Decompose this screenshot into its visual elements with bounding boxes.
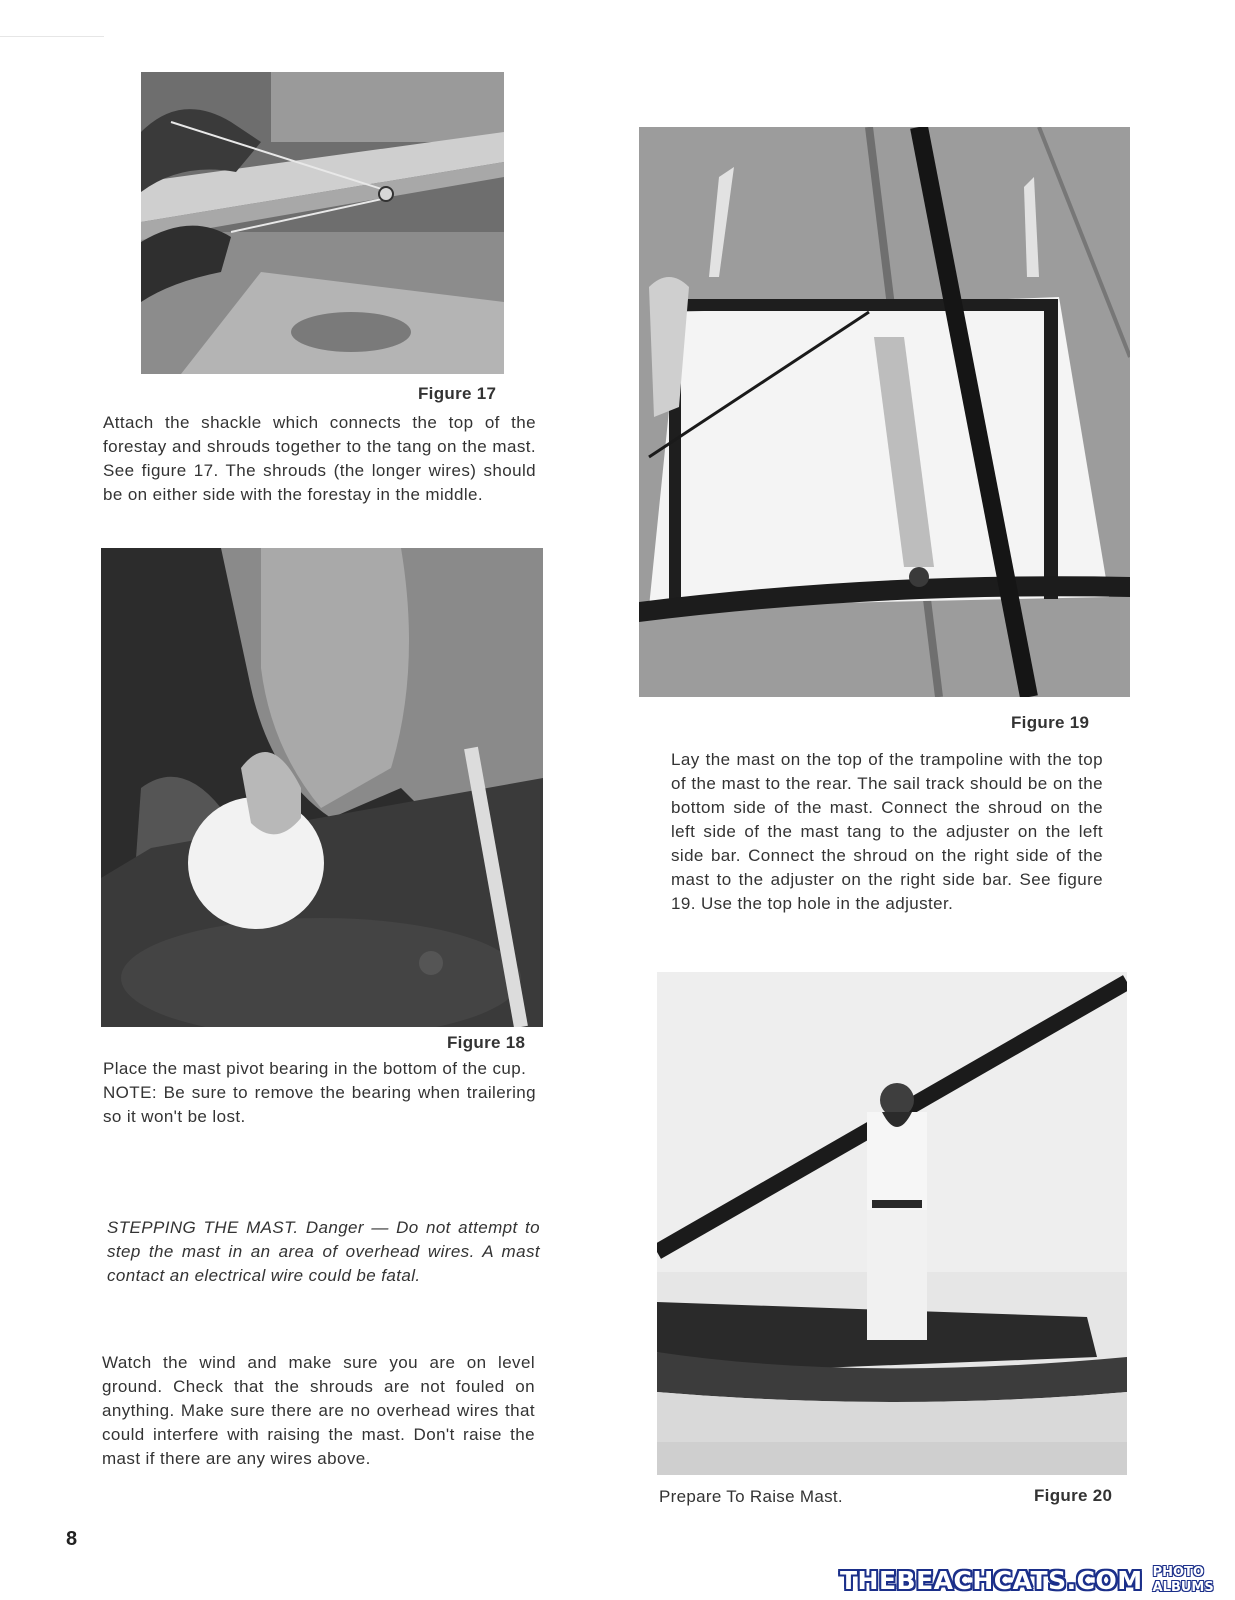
figure-18-label: Figure 18 bbox=[447, 1033, 526, 1052]
figure-18-paragraph bbox=[103, 1057, 536, 1129]
figure-17-text: Attach the shackle which connects the top of the forestay and shrouds together to the tang on the mast. See figure 17. The shrouds (the longer wires) should be on either side with the forestay in the middle. bbox=[103, 413, 536, 504]
scan-edge-line bbox=[0, 36, 104, 37]
figure-20-illustration bbox=[657, 972, 1127, 1475]
watermark[interactable] bbox=[840, 1565, 1235, 1595]
figure-19-illustration bbox=[639, 127, 1130, 697]
watermark-main: THEBEACHCATS.COM bbox=[840, 1565, 1143, 1595]
figure-17-photo bbox=[141, 72, 504, 374]
figure-18-photo bbox=[101, 548, 543, 1027]
page-number: 8 bbox=[66, 1528, 78, 1550]
wind-text: Watch the wind and make sure you are on level ground. Check that the shrouds are not fouled on anything. Make sure there are no overhead wires that could interfere with raising the mast. Don't raise the mast if there are any wires above. bbox=[102, 1353, 535, 1468]
figure-18-illustration bbox=[101, 548, 543, 1027]
figure-20-label: Figure 20 bbox=[1034, 1486, 1113, 1505]
figure-19-text: Lay the mast on the top of the trampoline with the top of the mast to the rear. The sail track should be on the bottom side of the mast. Connect the shroud on the left side of the mast tang to the adjuster on the left side bar. Connect the shroud on the right side of the mast to the adjuster on the right side bar. See figure 19. Use the top hole in the adjuster. bbox=[671, 750, 1103, 913]
figure-17-label: Figure 17 bbox=[418, 384, 497, 403]
figure-20-caption: Prepare To Raise Mast. bbox=[659, 1487, 843, 1506]
figure-20-photo bbox=[657, 972, 1127, 1475]
figure-18-note: NOTE: Be sure to remove the bearing when trailering so it won't be lost. bbox=[103, 1083, 536, 1126]
figure-17-paragraph bbox=[103, 411, 536, 507]
figure-19-paragraph bbox=[671, 748, 1103, 916]
wind-paragraph bbox=[102, 1351, 535, 1471]
figure-19-photo bbox=[639, 127, 1130, 697]
figure-17-illustration bbox=[141, 72, 504, 374]
danger-text: STEPPING THE MAST. Danger — Do not attempt to step the mast in an area of overhead wires. A mast contact an electrical wire could be fatal. bbox=[107, 1218, 540, 1285]
figure-18-text-1: Place the mast pivot bearing in the bottom of the cup. bbox=[103, 1059, 527, 1078]
watermark-sub: PHOTO ALBUMS bbox=[1152, 1565, 1214, 1595]
danger-paragraph bbox=[107, 1216, 540, 1288]
figure-19-label: Figure 19 bbox=[1011, 713, 1090, 732]
